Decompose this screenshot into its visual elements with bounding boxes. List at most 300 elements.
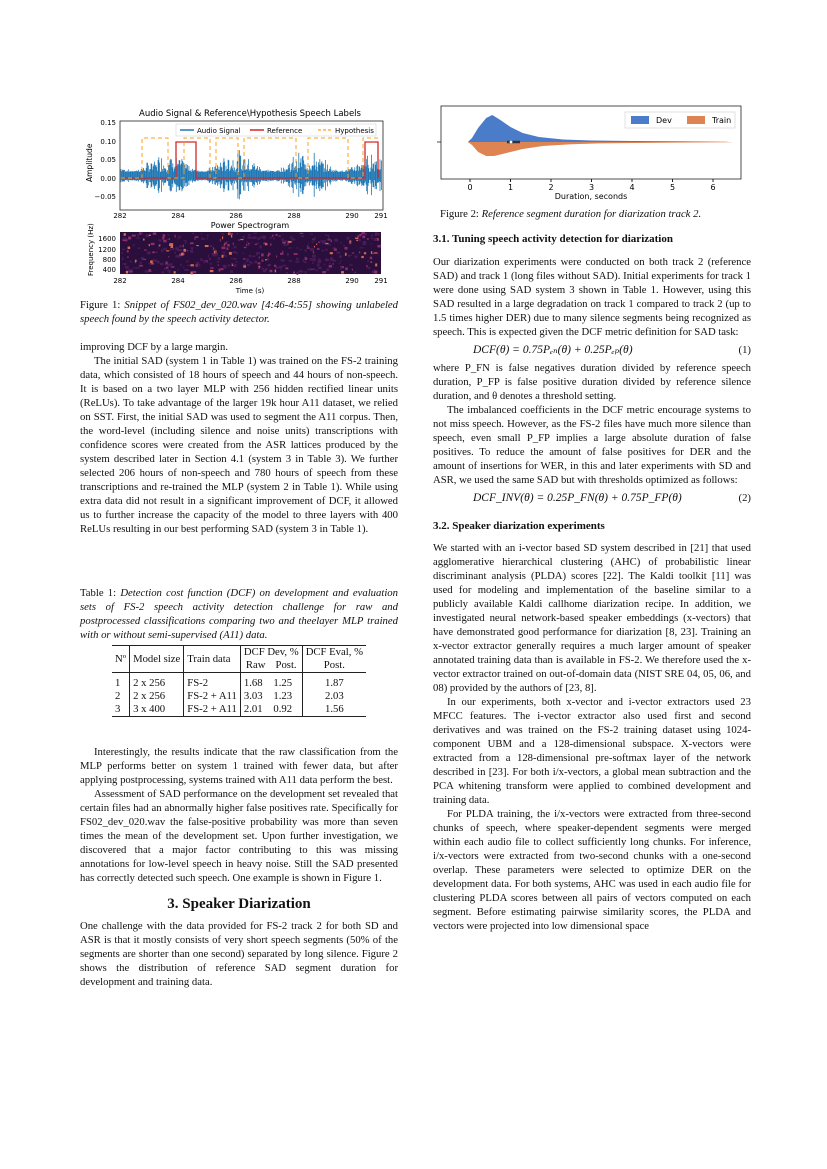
spectrogram-cell bbox=[254, 261, 257, 264]
spectrogram-cell bbox=[210, 267, 213, 269]
spectrogram-cell bbox=[330, 257, 332, 260]
fig1-xtick: 286 bbox=[229, 212, 243, 220]
spectrogram-cell bbox=[314, 237, 316, 239]
spectrogram-cell bbox=[148, 269, 151, 271]
figure-1-caption bbox=[80, 298, 398, 326]
spectrogram-cell bbox=[301, 235, 304, 237]
spectrogram-cell bbox=[148, 263, 151, 264]
spectrogram-cell bbox=[252, 242, 253, 243]
violin-train bbox=[468, 142, 733, 156]
spectrogram-cell bbox=[325, 249, 327, 251]
spectrogram-cell bbox=[374, 270, 375, 271]
spectrogram-cell bbox=[230, 270, 233, 273]
table1-caption-label: Table 1: bbox=[80, 587, 117, 599]
figure-2 bbox=[435, 104, 745, 204]
right-p1: Our diarization experiments were conducted on both track 2 (reference SAD) and track 1 (long files without SAD). Initial experiments for track 1 were done using SAD system 3 shown in Table 1. However, using this SAD resulted in a large degradation on track 1 compared to track 2 (up to 1.5 times higher DER) due to many silence segments being recognized as speech. This is expected given the DCF metric definition for SAD task: bbox=[433, 256, 751, 338]
spectrogram-cell bbox=[327, 239, 331, 240]
spectrogram-cell bbox=[310, 233, 313, 234]
spectrogram-cell bbox=[246, 260, 249, 262]
spectrogram-cell bbox=[169, 243, 173, 246]
spectrogram-cell bbox=[270, 243, 271, 245]
spec-y-label: Frequency (Hz) bbox=[87, 223, 95, 276]
left-p1: improving DCF by a large margin. bbox=[80, 341, 229, 353]
spectrogram-cell bbox=[316, 270, 318, 271]
spec-xtick: 288 bbox=[287, 277, 301, 285]
fig1-y-label: Amplitude bbox=[85, 143, 94, 182]
spectrogram-cell bbox=[371, 243, 372, 244]
spectrogram-cell bbox=[128, 237, 131, 240]
spectrogram-cell bbox=[240, 239, 243, 240]
spectrogram-cell bbox=[313, 251, 314, 253]
spectrogram-cell bbox=[284, 244, 288, 246]
equation-1 bbox=[433, 339, 751, 361]
spectrogram-cell bbox=[362, 236, 365, 239]
spectrogram-cell bbox=[252, 256, 255, 258]
fig1-ytick: 0.10 bbox=[100, 138, 116, 146]
spectrogram-cell bbox=[364, 252, 366, 254]
spectrogram-cell bbox=[163, 248, 167, 250]
spectrogram-cell bbox=[305, 257, 306, 258]
spectrogram-cell bbox=[305, 271, 307, 274]
spectrogram-cell bbox=[243, 258, 246, 259]
spectrogram-cell bbox=[178, 236, 182, 237]
spectrogram-cell bbox=[288, 247, 292, 248]
spectrogram-cell bbox=[263, 236, 266, 238]
spectrogram-cell bbox=[185, 242, 187, 243]
spectrogram-cell bbox=[205, 245, 209, 247]
spectrogram-cell bbox=[287, 253, 289, 256]
spectrogram-cell bbox=[194, 238, 195, 240]
spectrogram-cell bbox=[376, 233, 379, 235]
spectrogram-cell bbox=[339, 263, 340, 264]
spectrogram-cell bbox=[299, 270, 303, 272]
spectrogram-cell bbox=[145, 270, 149, 272]
spectrogram-cell bbox=[146, 234, 149, 237]
right-p5: In our experiments, both x-vector and i-vector extractors used 23 MFCC features. The i-vector extractor also used first and second derivatives and was trained on the FS-2 training dataset using 1024-component UBM and a 128-dimensional subspace. X-vectors were extracted from a 128-dimensional pre-softmax layer of the network described in [23]. For both i/x-vectors, a global mean subtraction and the PCA whitening transform were applied to combined development and training data. bbox=[433, 696, 751, 806]
spectrogram-cell bbox=[340, 242, 341, 244]
fig1-ytick: 0.05 bbox=[100, 156, 116, 164]
spectrogram-cell bbox=[157, 261, 160, 264]
th-raw: Raw bbox=[240, 659, 270, 673]
spectrogram-cell bbox=[169, 238, 170, 240]
spectrogram-cell bbox=[214, 249, 215, 251]
spectrogram-cell bbox=[334, 239, 338, 242]
spectrogram-cell bbox=[246, 244, 247, 246]
spectrogram-cell bbox=[295, 261, 299, 263]
spectrogram-cell bbox=[366, 265, 367, 267]
spectrogram-cell bbox=[231, 258, 232, 259]
spectrogram-cell bbox=[164, 267, 165, 270]
spectrogram-cell bbox=[166, 267, 168, 269]
spectrogram-cell bbox=[192, 249, 193, 251]
spectrogram-cell bbox=[280, 260, 284, 262]
spectrogram-cell bbox=[244, 247, 247, 248]
spectrogram-cell bbox=[233, 242, 234, 245]
spectrogram-cell bbox=[247, 241, 248, 243]
fig2-legend bbox=[625, 112, 735, 128]
spectrogram-cell bbox=[168, 256, 169, 257]
spectrogram-cell bbox=[249, 236, 250, 238]
fig2-xtick: 2 bbox=[548, 183, 554, 192]
spectrogram-cell bbox=[226, 247, 228, 250]
spectrogram-cell bbox=[152, 259, 155, 260]
spectrogram-cell bbox=[344, 247, 347, 250]
spectrogram-cell bbox=[367, 238, 369, 240]
spectrogram-cell bbox=[228, 264, 230, 266]
spectrogram-cell bbox=[320, 240, 321, 242]
spectrogram-cell bbox=[168, 234, 170, 235]
th-eval: DCF Eval, % bbox=[302, 646, 366, 660]
th-model: Model size bbox=[130, 646, 184, 673]
fig1-x-ticks bbox=[113, 212, 387, 220]
right-column bbox=[433, 232, 751, 933]
spectrogram-cell bbox=[355, 272, 356, 273]
spec-x-ticks bbox=[113, 277, 387, 285]
spectrogram-cell bbox=[372, 253, 373, 255]
spectrogram-cell bbox=[151, 243, 155, 245]
spectrogram-cell bbox=[233, 264, 236, 267]
fig2-xtick: 5 bbox=[669, 183, 676, 192]
left-column-lower bbox=[80, 745, 398, 989]
spectrogram-cell bbox=[238, 239, 239, 241]
spectrogram-cell bbox=[318, 241, 319, 243]
spectrogram-cell bbox=[184, 269, 188, 271]
spectrogram-cell bbox=[220, 239, 221, 242]
spectrogram-cell bbox=[130, 269, 133, 271]
spectrogram-cell bbox=[199, 264, 200, 267]
spectrogram-cell bbox=[322, 250, 325, 251]
spectrogram-cell bbox=[343, 245, 345, 246]
spectrogram-cell bbox=[257, 262, 260, 264]
spectrogram-cell bbox=[279, 235, 281, 236]
spec-ytick: 800 bbox=[102, 256, 116, 264]
spectrogram-cell bbox=[318, 259, 320, 261]
eq2-number: (2) bbox=[738, 492, 751, 504]
spectrogram-cell bbox=[170, 249, 171, 251]
fig2-x-label: Duration, seconds bbox=[554, 192, 628, 201]
spectrogram-cell bbox=[203, 260, 206, 263]
spectrogram-cell bbox=[187, 250, 189, 251]
spectrogram-cell bbox=[227, 244, 230, 247]
spec-xtick: 282 bbox=[113, 277, 127, 285]
spectrogram-cell bbox=[152, 251, 155, 253]
spectrogram-cell bbox=[316, 244, 317, 246]
spectrogram-cell bbox=[328, 244, 331, 246]
right-p2: where P_FN is false negatives duration divided by reference speech duration, P_FP is false positive duration divided by reference silence duration, and θ denotes a threshold setting. bbox=[433, 362, 751, 402]
fig1-xtick: 291 bbox=[374, 212, 388, 220]
spectrogram-cell bbox=[259, 246, 262, 249]
spectrogram-cell bbox=[186, 261, 188, 263]
spectrogram-cell bbox=[221, 233, 224, 234]
spectrogram-cell bbox=[163, 234, 165, 237]
spectrogram-cell bbox=[272, 236, 273, 237]
spectrogram-cell bbox=[224, 242, 227, 244]
spectrogram-cell bbox=[310, 248, 314, 251]
spectrogram-cell bbox=[304, 261, 307, 263]
spec-ytick: 400 bbox=[102, 266, 116, 274]
spectrogram-cell bbox=[340, 260, 341, 261]
spectrogram-cell bbox=[231, 235, 232, 238]
spec-xtick: 284 bbox=[171, 277, 185, 285]
spectrogram-cell bbox=[220, 268, 223, 270]
spectrogram-cell bbox=[313, 258, 316, 261]
spectrogram-cell bbox=[292, 239, 295, 241]
spectrogram-cell bbox=[276, 255, 277, 257]
spectrogram-cell bbox=[249, 255, 251, 257]
spectrogram-cell bbox=[361, 232, 365, 234]
spectrogram-cell bbox=[329, 263, 331, 264]
spectrogram-cell bbox=[371, 235, 373, 237]
spectrogram-cell bbox=[360, 247, 364, 248]
spectrogram-cell bbox=[308, 243, 309, 244]
spectrogram-cell bbox=[243, 236, 245, 238]
spectrogram-cell bbox=[126, 271, 128, 274]
spectrogram-cell bbox=[324, 264, 325, 266]
spec-x-label: Time (s) bbox=[235, 287, 265, 295]
spectrogram-cell bbox=[303, 260, 305, 262]
legend-train: Train bbox=[712, 116, 732, 125]
spectrogram-cell bbox=[180, 264, 181, 266]
spectrogram-cell bbox=[178, 268, 179, 270]
spectrogram-cell bbox=[218, 257, 220, 260]
figure-2-caption bbox=[440, 207, 750, 221]
spectrogram-cell bbox=[300, 233, 304, 234]
spectrogram-cell bbox=[158, 247, 159, 248]
spectrogram-cell bbox=[174, 252, 175, 254]
spectrogram-cell bbox=[275, 270, 276, 273]
spectrogram-cell bbox=[175, 235, 176, 238]
spectrogram-cell bbox=[233, 258, 237, 260]
eq1-body: DCF(θ) = 0.75Pₑₙ(θ) + 0.25Pₑₚ(θ) bbox=[473, 344, 633, 356]
spectrogram-cell bbox=[286, 272, 287, 274]
spectrogram-cell bbox=[183, 249, 186, 252]
spectrogram-cell bbox=[136, 237, 139, 238]
spectrogram-cell bbox=[270, 237, 272, 239]
spectrogram-cell bbox=[207, 234, 208, 237]
spectrogram-cell bbox=[236, 233, 238, 235]
spectrogram-cell bbox=[368, 267, 371, 269]
spectrogram-cell bbox=[137, 234, 139, 236]
spectrogram-cell bbox=[236, 261, 238, 263]
table1-caption-text: Detection cost function (DCF) on development and evaluation sets of FS-2 speech activity detection challenge for raw and postprocessed classifications comparing two and theelayer MLP trained with or without semi-supervised (A11) data. bbox=[80, 587, 398, 641]
right-p6: For PLDA training, the i/x-vectors were extracted from three-second chunks of speech, where speaker-dependent segments were merged within each audio file to collect sufficiently long chunks. For inference, i/x-vectors were extracted from two-second chunks with a one-second overlap. These parameters were selected to optimize DER on the development data. For both systems, AHC was used in each audio file for clustering PLDA scores between all pairs of vectors computed on each segment. Before estimating pairwise similarity scores, the PLDA and vectors were projected into low dimensional space bbox=[433, 808, 751, 932]
th-no: Nº bbox=[115, 652, 127, 665]
spectrogram-cell bbox=[219, 269, 221, 272]
spectrogram-cell bbox=[209, 258, 211, 261]
spectrogram-cell bbox=[141, 257, 144, 259]
spectrogram-cell bbox=[244, 263, 246, 265]
spectrogram-cell bbox=[312, 255, 316, 258]
th-post-eval: Post. bbox=[302, 659, 366, 673]
fig1-ytick: 0.00 bbox=[100, 175, 116, 183]
spectrogram-cell bbox=[345, 253, 347, 256]
spectrogram-cell bbox=[170, 263, 173, 265]
spectrogram-cell bbox=[161, 249, 163, 252]
fig1-y-ticks bbox=[95, 119, 116, 201]
spectrogram-cell bbox=[358, 239, 361, 241]
spectrogram-cell bbox=[370, 238, 373, 239]
spectrogram-cell bbox=[377, 253, 379, 254]
spectrogram-cell bbox=[372, 271, 373, 274]
spectrogram-cell bbox=[314, 246, 315, 248]
spectrogram-cell bbox=[123, 238, 127, 240]
spectrogram-cell bbox=[243, 252, 244, 253]
spectrogram-cell bbox=[312, 241, 313, 243]
spectrogram-cell bbox=[159, 245, 161, 246]
spectrogram-cell bbox=[322, 271, 326, 273]
spectrogram-cell bbox=[254, 232, 257, 233]
fig1-audio-signal bbox=[121, 150, 381, 199]
spectrogram-cell bbox=[341, 271, 344, 273]
spectrogram-cell bbox=[206, 238, 208, 240]
spectrogram-cell bbox=[350, 255, 352, 256]
spectrogram-cell bbox=[132, 235, 136, 237]
spectrogram-cell bbox=[312, 238, 313, 240]
spectrogram-cell bbox=[337, 252, 341, 254]
spectrogram-cell bbox=[133, 267, 134, 268]
spectrogram-cell bbox=[370, 262, 372, 263]
spectrogram-cell bbox=[296, 272, 298, 275]
fig2-xtick: 1 bbox=[507, 183, 514, 192]
spectrogram-cell bbox=[177, 238, 180, 239]
spectrogram-cell bbox=[236, 252, 238, 254]
spectrogram-cell bbox=[215, 251, 216, 253]
spectrogram-cell bbox=[307, 245, 308, 247]
spectrogram-cell bbox=[363, 241, 366, 243]
spectrogram-cell bbox=[143, 239, 145, 241]
spectrogram-cell bbox=[359, 234, 362, 236]
spectrogram-cell bbox=[349, 264, 352, 265]
spectrogram-cell bbox=[181, 253, 184, 256]
spectrogram-cell bbox=[151, 263, 153, 264]
spectrogram-cell bbox=[192, 271, 196, 273]
spectrogram-cell bbox=[130, 261, 132, 263]
table-row: 2 2 x 256 FS-2 + A11 3.03 1.23 2.03 bbox=[112, 690, 366, 703]
spectrogram-cell bbox=[312, 261, 313, 263]
spectrogram-cell bbox=[153, 232, 156, 234]
spectrogram-cell bbox=[183, 245, 184, 248]
spectrogram-cell bbox=[267, 264, 269, 266]
spectrogram-cell bbox=[247, 264, 250, 266]
spectrogram-cell bbox=[217, 253, 218, 256]
spectrogram-cell bbox=[282, 234, 283, 235]
spectrogram-cell bbox=[213, 255, 216, 257]
left-p5: One challenge with the data provided for FS-2 track 2 for both SD and ASR is that it mostly consists of very short speech segments (50% of the segments are shorter than one second) separated by long silence. Figure 2 shows the distribution of reference SAD segment duration for development and training data. bbox=[80, 920, 398, 988]
fig1-caption-label: Figure 1: bbox=[80, 299, 121, 311]
spectrogram-cell bbox=[249, 261, 252, 263]
spectrogram-cell bbox=[127, 250, 129, 252]
spectrogram-cell bbox=[255, 244, 257, 245]
spectrogram-cell bbox=[226, 241, 228, 242]
spectrogram-cell bbox=[174, 271, 176, 273]
spectrogram-cell bbox=[377, 245, 380, 248]
spectrogram-cell bbox=[232, 263, 234, 264]
spectrogram-cell bbox=[165, 264, 168, 265]
spectrogram-cell bbox=[210, 270, 214, 272]
spectrogram-cell bbox=[217, 261, 220, 263]
section-3-2-heading: 3.2. Speaker diarization experiments bbox=[433, 520, 605, 532]
spectrogram-cell bbox=[147, 251, 151, 254]
fig1-title: Audio Signal & Reference\Hypothesis Speech Labels bbox=[139, 109, 361, 119]
spectrogram-cell bbox=[222, 236, 223, 239]
table-1-caption bbox=[80, 586, 398, 642]
spectrogram-cell bbox=[265, 268, 268, 271]
spectrogram-cell bbox=[359, 251, 360, 253]
spectrogram-cell bbox=[297, 247, 298, 249]
spectrogram-cell bbox=[276, 234, 278, 236]
spectrogram-cell bbox=[224, 253, 225, 256]
spectrogram-cell bbox=[128, 247, 131, 249]
spectrogram-cell bbox=[325, 258, 329, 261]
spectrogram-cell bbox=[183, 266, 184, 267]
spectrogram-cell bbox=[283, 265, 287, 266]
spectrogram-cell bbox=[191, 247, 194, 249]
spec-ytick: 1200 bbox=[98, 246, 116, 254]
spectrogram-cell bbox=[222, 252, 225, 253]
left-p4: Assessment of SAD performance on the development set revealed that certain files had an abnormally higher false positives rate. Specifically for FS02_dev_020.wav the false-positive probability was more than seven times the mean of the development set. Upon further investigation, we discovered that a major factor contributing to this was missing annotations for low-level speech in heavy noise. Still the SAD presented has correctly detected such speech. One example is shown in Figure 1. bbox=[80, 788, 398, 884]
spectrogram-cell bbox=[163, 240, 166, 242]
spectrogram-cell bbox=[234, 246, 237, 249]
spectrogram-cell bbox=[340, 267, 342, 270]
spectrogram-cell bbox=[171, 266, 174, 268]
spectrogram-cell bbox=[162, 272, 164, 274]
spectrogram-cell bbox=[307, 268, 311, 270]
spectrogram-cell bbox=[305, 249, 307, 251]
fig1-xtick: 290 bbox=[345, 212, 359, 220]
spectrogram-cell bbox=[222, 255, 224, 258]
fig2-xtick: 0 bbox=[467, 183, 473, 192]
spectrogram-cell bbox=[121, 252, 123, 254]
fig2-xtick: 3 bbox=[588, 183, 595, 192]
spectrogram-cell bbox=[361, 256, 363, 258]
spectrogram-cell bbox=[149, 244, 150, 246]
spectrogram-cell bbox=[141, 232, 143, 234]
spectrogram-cell bbox=[133, 244, 134, 246]
spectrogram-cell bbox=[218, 264, 219, 265]
eq1-number: (1) bbox=[738, 344, 751, 356]
spectrogram-cell bbox=[329, 265, 332, 268]
spectrogram-cell bbox=[159, 244, 161, 245]
spectrogram-cell bbox=[317, 248, 320, 250]
table-row: 3 3 x 400 FS-2 + A11 2.01 0.92 1.56 bbox=[112, 703, 366, 717]
spectrogram-cell bbox=[175, 255, 178, 257]
spectrogram-cell bbox=[332, 263, 333, 265]
spectrogram-cell bbox=[196, 245, 199, 246]
spectrogram-cell bbox=[140, 262, 142, 264]
fig1-ytick: 0.15 bbox=[100, 119, 116, 127]
fig2-xtick: 6 bbox=[710, 183, 716, 192]
spectrogram-cell bbox=[287, 242, 288, 244]
fig1-legend bbox=[176, 124, 376, 136]
equation-2 bbox=[433, 487, 751, 509]
legend-audio: Audio Signal bbox=[197, 127, 241, 135]
spec-y-ticks bbox=[98, 235, 116, 274]
spectrogram-cell bbox=[124, 233, 126, 236]
spectrogram-cell bbox=[256, 252, 259, 254]
fig2-caption-label: Figure 2: bbox=[440, 208, 479, 220]
spectrogram-cell bbox=[282, 251, 283, 254]
spectrogram-cell bbox=[265, 243, 268, 245]
spectrogram-cell bbox=[296, 258, 298, 260]
spectrogram-cell bbox=[300, 249, 302, 250]
spectrogram-cell bbox=[356, 240, 358, 241]
spectrogram-cell bbox=[229, 252, 232, 255]
spectrogram-cell bbox=[253, 236, 257, 238]
fig1-xtick: 288 bbox=[287, 212, 301, 220]
spectrogram-cell bbox=[313, 269, 316, 270]
left-column bbox=[80, 340, 398, 536]
spectrogram-cell bbox=[371, 251, 372, 254]
